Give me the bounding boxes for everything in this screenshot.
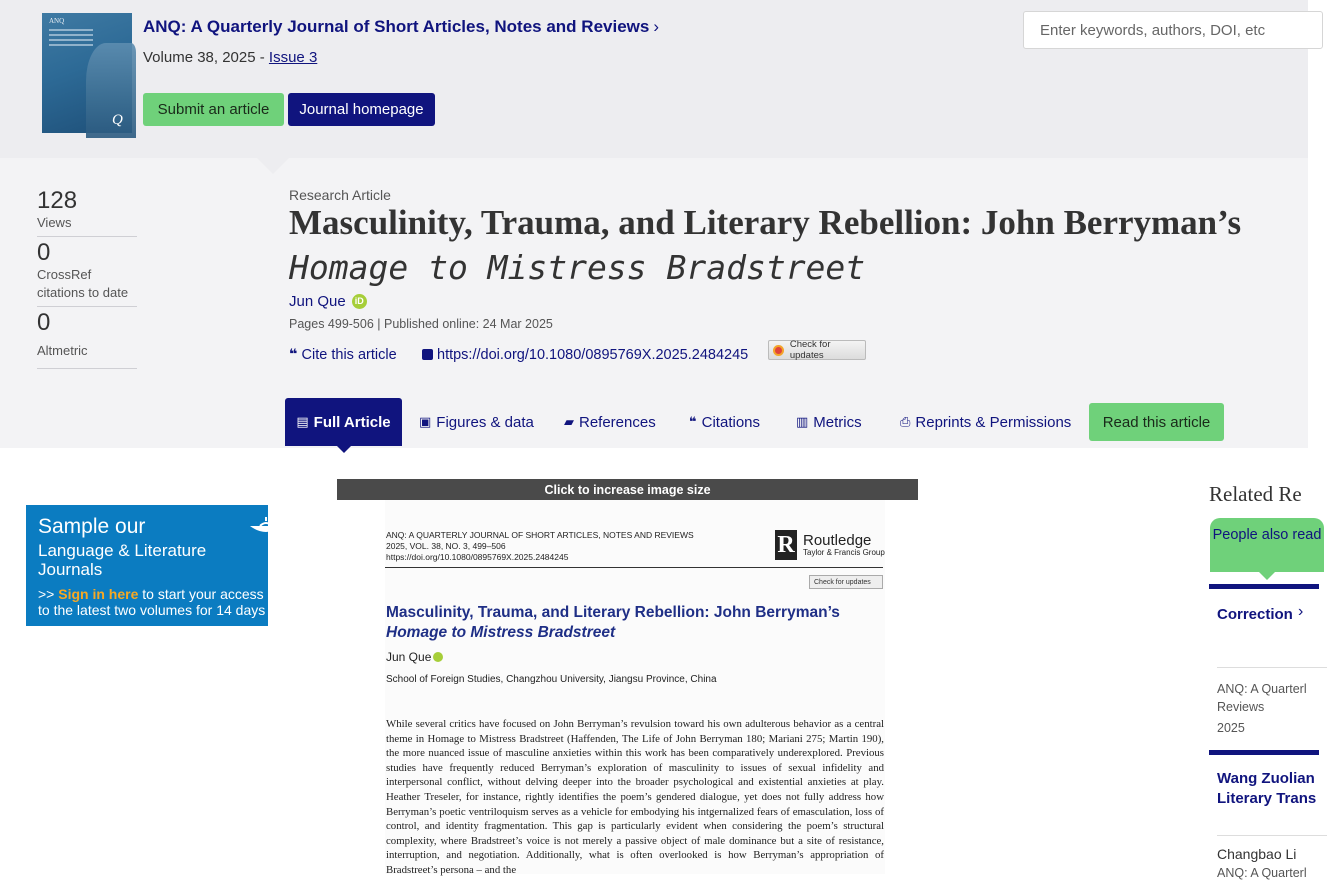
related-item-title[interactable]: Correction xyxy=(1217,606,1293,623)
related-item-journal: ANQ: A Quarterl xyxy=(1217,866,1307,880)
tab-full-article[interactable] xyxy=(285,398,402,446)
cover-title: ANQ xyxy=(49,17,65,25)
metric-altmetric[interactable] xyxy=(37,310,137,369)
ad-prefix: >> xyxy=(38,586,59,602)
metric-value: 128 xyxy=(37,187,78,214)
preview-title xyxy=(386,603,840,643)
tab-references[interactable] xyxy=(564,398,656,446)
preview-author-name: Jun Que xyxy=(386,650,432,664)
preview-header-line: 2025, VOL. 38, NO. 3, 499–506 xyxy=(386,541,506,551)
tab-metrics[interactable] xyxy=(796,398,862,446)
related-item-author: Changbao Li xyxy=(1217,846,1297,862)
orcid-icon xyxy=(433,652,443,662)
divider xyxy=(1217,667,1327,668)
related-item-journal: ANQ: A Quarterl xyxy=(1217,682,1307,696)
ad-line-rest: to start your access xyxy=(138,586,264,602)
related-item-card[interactable] xyxy=(1209,584,1319,751)
journal-title-link[interactable] xyxy=(143,17,659,37)
preview-check-updates: Check for updates xyxy=(809,575,883,589)
volume-text: Volume 38, 2025 - xyxy=(143,49,269,66)
related-item-title[interactable]: Wang Zuolian xyxy=(1217,770,1315,787)
doi-text: https://doi.org/10.1080/0895769X.2025.2484245 xyxy=(437,347,749,363)
header-pointer-notch xyxy=(257,158,289,174)
related-item-title[interactable]: Literary Trans xyxy=(1217,790,1317,807)
preview-header-line: https://doi.org/10.1080/0895769X.2025.2484245 xyxy=(386,552,569,562)
image-icon: ▣ xyxy=(419,414,432,429)
preview-header-line: ANQ: A QUARTERLY JOURNAL OF SHORT ARTICLES, NOTES AND REVIEWS xyxy=(386,530,694,540)
tab-citations[interactable] xyxy=(689,398,760,446)
tab-reprints-permissions[interactable] xyxy=(900,398,1071,446)
divider xyxy=(1217,835,1327,836)
sign-in-link[interactable]: Sign in here xyxy=(58,586,139,602)
tab-label: Citations xyxy=(701,413,760,431)
related-item-year: 2025 xyxy=(1217,721,1245,735)
preview-author xyxy=(386,650,443,664)
author-row xyxy=(289,293,367,310)
routledge-r-icon: R xyxy=(775,530,797,560)
tab-label: Reprints & Permissions xyxy=(915,413,1072,431)
preview-title-line: Masculinity, Trauma, and Literary Rebellion: John Berryman’s xyxy=(386,604,840,621)
cover-figure xyxy=(86,43,136,138)
cover-text-lines xyxy=(49,29,93,49)
crossmark-icon xyxy=(773,345,784,356)
tab-label: Full Article xyxy=(313,413,391,431)
related-item-journal: Reviews xyxy=(1217,700,1265,714)
chevron-right-icon[interactable]: › xyxy=(1298,603,1304,620)
doi-link[interactable] xyxy=(422,347,748,363)
book-icon: ▰ xyxy=(564,414,574,429)
metric-label: Views xyxy=(37,215,72,230)
quote-icon: ❝ xyxy=(289,347,302,363)
printer-icon: ⎙ xyxy=(900,414,911,429)
preview-title-line: Homage to Mistress Bradstreet xyxy=(386,624,616,641)
tab-figures-data[interactable] xyxy=(419,398,534,446)
quote-icon: ❝ xyxy=(689,414,697,429)
journal-title-text: ANQ: A Quarterly Journal of Short Articles, Notes and Reviews xyxy=(143,17,650,36)
chevron-right-icon: › xyxy=(653,17,660,36)
submit-article-button[interactable]: Submit an article xyxy=(143,93,284,126)
bar-chart-icon: ▥ xyxy=(796,414,809,429)
issue-link[interactable]: Issue 3 xyxy=(268,49,318,66)
check-for-updates-button[interactable] xyxy=(768,340,866,360)
preview-header xyxy=(386,530,694,563)
article-first-page-preview[interactable] xyxy=(337,500,918,874)
publisher-logo xyxy=(775,530,885,560)
external-link-icon xyxy=(422,349,433,360)
article-type: Research Article xyxy=(289,187,391,203)
ad-line: Language & Literature xyxy=(38,541,207,560)
ad-line: Journals xyxy=(38,560,103,579)
related-item-card[interactable] xyxy=(1209,750,1319,879)
metric-label: Altmetric xyxy=(37,343,88,358)
preview-body-text: While several critics have focused on John Berryman’s revulsion toward his own adulterous behavior as a central theme in Homage to Mistress Bradstreet (Haffenden, The Life of John Berryman 180; Mariani 275; Martin 190), the more nuanced issue of masculine anxieties within this work has been comparatively underexplored. Previous studies have frequently reduced Berryman’s exploration of masculinity to issues of sexual infidelity and interpersonal conflict, without delving deeper into the broader psychological and existential anxieties at play. Heather Treseler, for instance, rightly identifies the poem’s gendered dialogue, yet does not fully address how Berryman’s poetic ventriloquism serves as a vehicle for embodying his intgernalized fears of emasculation, loss of control, and identity fragmentation. This gap is particularly evident when considering the poem’s structural complexity, where Bradstreet’s voice is not merely a passive object of male dominance but a site of resistance, interruption, and negotiation. Additionally, what is often overlooked is how Berryman’s appropriation of Bradstreet’s persona – and the xyxy=(386,718,884,876)
ad-line xyxy=(38,586,264,602)
tab-people-also-read[interactable]: People also read xyxy=(1210,518,1324,572)
journal-cover-image[interactable] xyxy=(42,13,132,133)
read-this-article-button[interactable]: Read this article xyxy=(1089,403,1224,441)
sample-journals-ad[interactable] xyxy=(26,505,268,626)
metric-label: CrossRef citations to date xyxy=(37,267,129,300)
cover-logo: Q xyxy=(112,112,123,128)
tab-label: Figures & data xyxy=(436,413,534,431)
document-icon: ▤ xyxy=(296,414,309,429)
related-research-heading: Related Re xyxy=(1209,482,1302,506)
search-input[interactable] xyxy=(1023,11,1323,49)
ad-line: Sample our xyxy=(38,515,146,538)
metric-crossref xyxy=(37,240,137,307)
publisher-subtitle: Taylor & Francis Group xyxy=(803,548,885,557)
increase-image-size-bar[interactable]: Click to increase image size xyxy=(337,479,918,500)
article-title: Masculinity, Trauma, and Literary Rebellion: John Berryman’s xyxy=(289,203,1242,242)
lamp-icon xyxy=(248,516,284,536)
metric-value: 0 xyxy=(37,239,51,266)
preview-affiliation: School of Foreign Studies, Changzhou University, Jiangsu Province, China xyxy=(386,674,717,685)
tab-label: References xyxy=(579,413,656,431)
article-title-italic: Homage to Mistress Bradstreet xyxy=(289,248,866,287)
pages-published-line: Pages 499-506 | Published online: 24 Mar 2025 xyxy=(289,317,553,331)
preview-rule xyxy=(385,567,883,568)
cite-article-link[interactable] xyxy=(289,347,397,363)
cite-label: Cite this article xyxy=(301,347,397,363)
metric-views xyxy=(37,188,137,237)
ad-line: to the latest two volumes for 14 days xyxy=(38,602,266,618)
preview-page-sheet xyxy=(385,500,885,874)
journal-homepage-button[interactable]: Journal homepage xyxy=(288,93,435,126)
tab-label: Metrics xyxy=(813,413,862,431)
publisher-name: Routledge xyxy=(803,532,872,549)
metric-value: 0 xyxy=(37,309,51,336)
author-link[interactable]: Jun Que xyxy=(289,293,346,310)
orcid-icon[interactable]: iD xyxy=(352,294,367,309)
check-updates-label: Check for updates xyxy=(789,339,831,361)
volume-issue-line xyxy=(143,49,317,66)
